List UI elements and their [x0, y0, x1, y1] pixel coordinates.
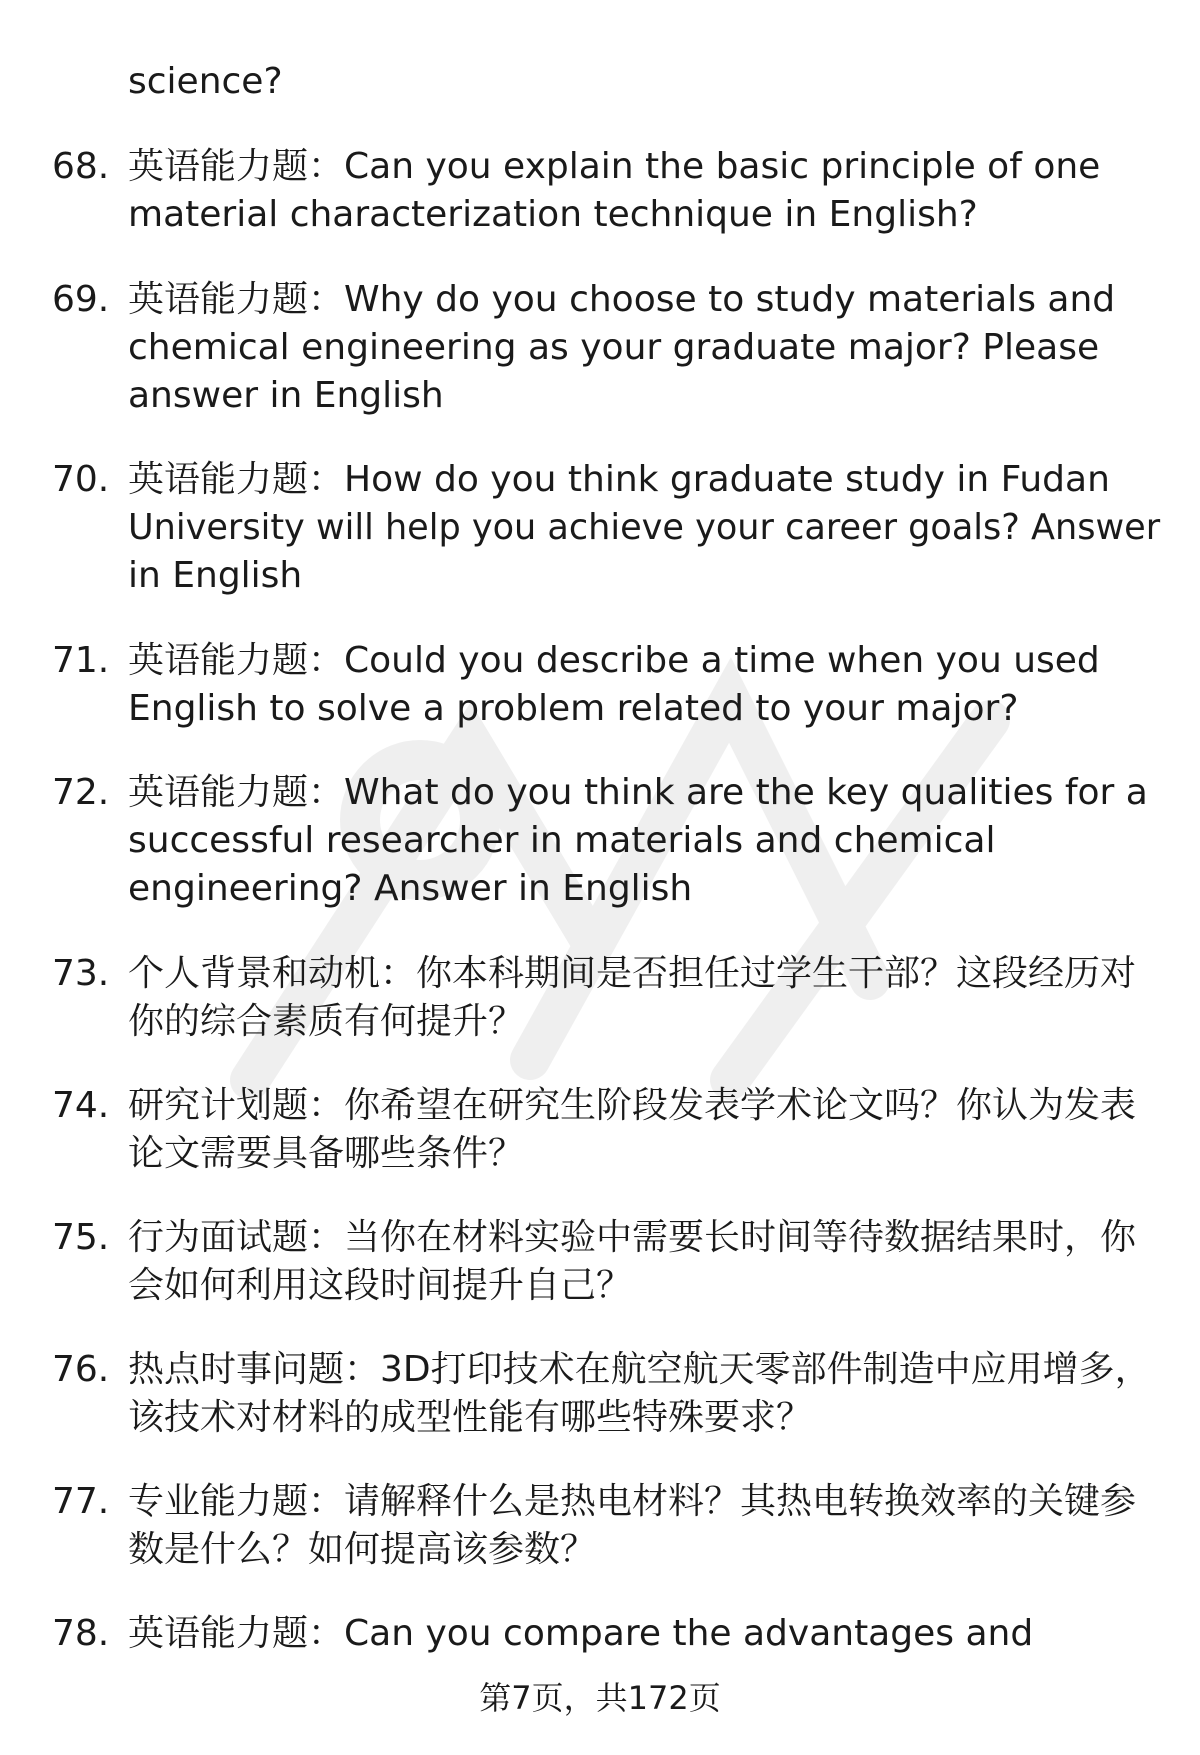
item-number: 70.	[52, 459, 110, 500]
item-text-line: 你的综合素质有何提升？	[128, 1001, 525, 1042]
item-number: 68.	[52, 146, 110, 187]
item-text-line: engineering? Answer in English	[128, 868, 693, 909]
item-number: 74.	[52, 1085, 110, 1126]
item-text-line: 会如何利用这段时间提升自己？	[128, 1265, 633, 1306]
item-text-line: 英语能力题：Can you explain the basic principle of one	[128, 146, 1101, 187]
item-text-line: 英语能力题：What do you think are the key qualities for a	[128, 772, 1148, 813]
continuation-line: science?	[128, 61, 283, 102]
item-text-line: 论文需要具备哪些条件？	[128, 1133, 525, 1174]
item-number: 78.	[52, 1613, 110, 1654]
item-number: 72.	[52, 772, 110, 813]
item-number: 75.	[52, 1217, 110, 1258]
item-text-line: 英语能力题：How do you think graduate study in Fudan	[128, 459, 1110, 500]
item-text-line: 个人背景和动机：你本科期间是否担任过学生干部？这段经历对	[128, 953, 1137, 994]
item-text-line: 热点时事问题：3D打印技术在航空航天零部件制造中应用增多，	[128, 1349, 1151, 1390]
item-text-line: English to solve a problem related to your major?	[128, 688, 1019, 729]
item-text-line: 行为面试题：当你在材料实验中需要长时间等待数据结果时，你	[128, 1217, 1137, 1258]
item-text-line: answer in English	[128, 375, 444, 416]
item-number: 77.	[52, 1481, 110, 1522]
item-text-line: successful researcher in materials and chemical	[128, 820, 996, 861]
item-number: 73.	[52, 953, 110, 994]
item-number: 69.	[52, 279, 110, 320]
item-text-line: 专业能力题：请解释什么是热电材料？其热电转换效率的关键参	[128, 1481, 1137, 1522]
item-text-line: 该技术对材料的成型性能有哪些特殊要求？	[128, 1397, 813, 1438]
item-text-line: 数是什么？如何提高该参数？	[128, 1529, 597, 1570]
item-text-line: 英语能力题：Could you describe a time when you used	[128, 640, 1100, 681]
item-text-line: 英语能力题：Why do you choose to study materials and	[128, 279, 1116, 320]
item-text-line: 研究计划题：你希望在研究生阶段发表学术论文吗？你认为发表	[128, 1085, 1137, 1126]
item-number: 76.	[52, 1349, 110, 1390]
item-text-line: University will help you achieve your career goals? Answer	[128, 507, 1161, 548]
item-text-line: chemical engineering as your graduate major? Please	[128, 327, 1100, 368]
item-text-line: material characterization technique in English?	[128, 194, 978, 235]
item-text-line: in English	[128, 555, 303, 596]
page-footer: 第7页，共172页	[479, 1679, 721, 1717]
item-number: 71.	[52, 640, 110, 681]
item-text-line: 英语能力题：Can you compare the advantages and	[128, 1613, 1034, 1654]
